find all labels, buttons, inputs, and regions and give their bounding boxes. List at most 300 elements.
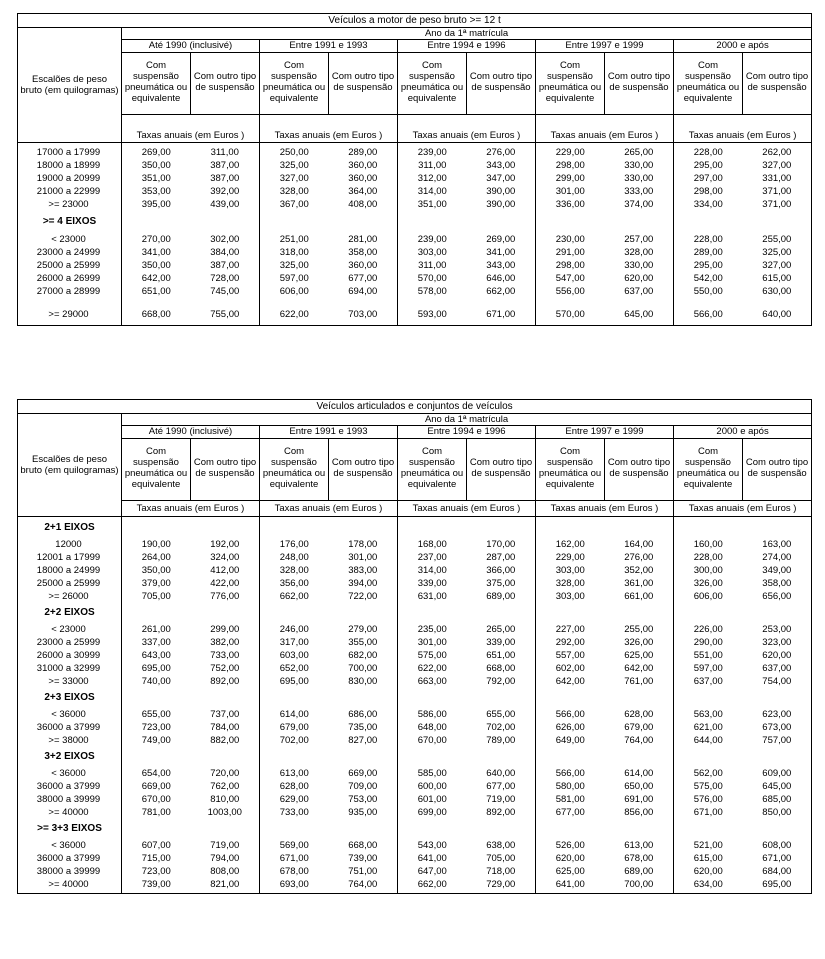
tax-value: 390,00 bbox=[486, 199, 516, 211]
tax-value: 723,00 bbox=[122, 865, 191, 878]
tax-value: 625,00 bbox=[536, 865, 605, 878]
tax-value: 543,00 bbox=[398, 839, 467, 852]
tax-value: 585,00 bbox=[398, 767, 467, 780]
tax-value: 613,00 bbox=[260, 767, 329, 780]
tax-value: 668,00 bbox=[122, 308, 191, 321]
tax-value: 276,00 bbox=[486, 147, 516, 159]
tax-value: 350,00 bbox=[122, 259, 191, 272]
table-row bbox=[18, 636, 812, 649]
tax-value: 723,00 bbox=[122, 721, 191, 734]
other-suspension-header: Com outro tipo de suspensão bbox=[191, 52, 260, 114]
tax-value: 301,00 bbox=[398, 636, 467, 649]
pneumatic-suspension-header: Com suspensão pneumática ou equivalente bbox=[536, 52, 605, 114]
pneumatic-suspension-header: Com suspensão pneumática ou equivalente bbox=[536, 438, 605, 500]
axle-group-heading: 2+2 EIXOS bbox=[18, 603, 122, 623]
tax-value: 526,00 bbox=[536, 839, 605, 852]
weight-bracket-label: 36000 a 37999 bbox=[18, 780, 122, 793]
tax-value: 764,00 bbox=[348, 879, 378, 891]
tax-value: 715,00 bbox=[122, 852, 191, 865]
tax-value: 850,00 bbox=[743, 806, 812, 819]
units-label: Taxas anuais (em Euros ) bbox=[536, 114, 674, 142]
table-row bbox=[18, 590, 812, 603]
tax-value: 575,00 bbox=[674, 780, 743, 793]
weight-bracket-label: 25000 a 25999 bbox=[18, 577, 122, 590]
tax-value: 334,00 bbox=[674, 198, 743, 211]
tax-value: 341,00 bbox=[486, 247, 516, 259]
tax-value: 382,00 bbox=[210, 637, 240, 649]
tax-value: 566,00 bbox=[536, 708, 605, 721]
period-header: Entre 1991 e 1993 bbox=[260, 426, 398, 438]
tax-value: 670,00 bbox=[122, 793, 191, 806]
tax-value: 176,00 bbox=[260, 538, 329, 551]
tax-value: 668,00 bbox=[486, 663, 516, 675]
table-row bbox=[18, 878, 812, 891]
period-header: 2000 e após bbox=[674, 40, 812, 52]
tax-value: 722,00 bbox=[348, 591, 378, 603]
weight-bracket-label: < 23000 bbox=[18, 623, 122, 636]
tax-value: 607,00 bbox=[122, 839, 191, 852]
tax-value: 355,00 bbox=[348, 637, 378, 649]
tax-value: 671,00 bbox=[486, 309, 516, 321]
weight-bracket-label: >= 26000 bbox=[18, 590, 122, 603]
tax-value: 695,00 bbox=[260, 675, 329, 688]
tax-value: 642,00 bbox=[536, 675, 605, 688]
weight-bracket-label: >= 23000 bbox=[18, 198, 122, 211]
tax-value: 615,00 bbox=[674, 852, 743, 865]
tax-value: 669,00 bbox=[122, 780, 191, 793]
tax-value: 686,00 bbox=[348, 709, 378, 721]
tax-value: 228,00 bbox=[674, 551, 743, 564]
pneumatic-suspension-header: Com suspensão pneumática ou equivalente bbox=[260, 438, 329, 500]
tax-value: 729,00 bbox=[486, 879, 516, 891]
tax-value: 622,00 bbox=[398, 662, 467, 675]
tax-value: 270,00 bbox=[122, 233, 191, 246]
tax-value: 347,00 bbox=[486, 173, 516, 185]
tax-value: 606,00 bbox=[674, 590, 743, 603]
tax-value: 597,00 bbox=[674, 662, 743, 675]
tax-value: 350,00 bbox=[122, 564, 191, 577]
tax-value: 301,00 bbox=[348, 552, 378, 564]
tax-value: 343,00 bbox=[486, 160, 516, 172]
tax-value: 821,00 bbox=[210, 879, 240, 891]
tax-value: 265,00 bbox=[486, 624, 516, 636]
weight-bracket-label: 36000 a 37999 bbox=[18, 852, 122, 865]
tax-value: 375,00 bbox=[486, 578, 516, 590]
tax-value: 625,00 bbox=[624, 650, 654, 662]
weight-bracket-label: < 36000 bbox=[18, 708, 122, 721]
weight-bracket-label: 17000 a 17999 bbox=[18, 146, 122, 159]
tax-value: 621,00 bbox=[674, 721, 743, 734]
tax-value: 563,00 bbox=[674, 708, 743, 721]
other-suspension-header: Com outro tipo de suspensão bbox=[467, 52, 536, 114]
tax-value: 620,00 bbox=[624, 273, 654, 285]
table-row bbox=[18, 852, 812, 865]
tax-value: 341,00 bbox=[122, 246, 191, 259]
tax-value: 412,00 bbox=[210, 565, 240, 577]
tax-value: 603,00 bbox=[260, 649, 329, 662]
tax-value: 324,00 bbox=[210, 552, 240, 564]
tax-value: 265,00 bbox=[624, 147, 654, 159]
tax-value: 230,00 bbox=[536, 233, 605, 246]
tax-value: 360,00 bbox=[348, 260, 378, 272]
tax-value: 637,00 bbox=[674, 675, 743, 688]
tax-value: 753,00 bbox=[348, 794, 378, 806]
tax-value: 287,00 bbox=[486, 552, 516, 564]
tax-value: 691,00 bbox=[624, 794, 654, 806]
tax-value: 295,00 bbox=[674, 259, 743, 272]
tax-value: 638,00 bbox=[486, 840, 516, 852]
table-row bbox=[18, 246, 812, 259]
tax-value: 662,00 bbox=[486, 286, 516, 298]
tax-value: 575,00 bbox=[398, 649, 467, 662]
tax-value: 269,00 bbox=[486, 234, 516, 246]
tax-value: 439,00 bbox=[210, 199, 240, 211]
table-title: Veículos articulados e conjuntos de veículos bbox=[18, 400, 812, 414]
tax-value: 689,00 bbox=[624, 866, 654, 878]
weight-bracket-label: 36000 a 37999 bbox=[18, 721, 122, 734]
tax-value: 168,00 bbox=[398, 538, 467, 551]
tax-value: 336,00 bbox=[536, 198, 605, 211]
tax-value: 586,00 bbox=[398, 708, 467, 721]
weight-bracket-label: 26000 a 26999 bbox=[18, 272, 122, 285]
tax-value: 670,00 bbox=[398, 734, 467, 747]
tax-value: 615,00 bbox=[743, 272, 812, 285]
tax-value: 751,00 bbox=[348, 866, 378, 878]
tax-value: 709,00 bbox=[348, 781, 378, 793]
tax-value: 609,00 bbox=[743, 767, 812, 780]
pneumatic-suspension-header: Com suspensão pneumática ou equivalente bbox=[674, 52, 743, 114]
tax-value: 299,00 bbox=[536, 172, 605, 185]
tax-value: 387,00 bbox=[210, 260, 240, 272]
registration-year-header: Ano da 1ª matrícula bbox=[122, 28, 812, 40]
tax-value: 754,00 bbox=[743, 675, 812, 688]
tax-value: 677,00 bbox=[348, 273, 378, 285]
tax-value: 614,00 bbox=[624, 768, 654, 780]
tax-value: 640,00 bbox=[743, 308, 812, 321]
tax-value: 314,00 bbox=[398, 564, 467, 577]
tax-value: 327,00 bbox=[743, 159, 812, 172]
tax-value: 764,00 bbox=[624, 735, 654, 747]
tax-value: 613,00 bbox=[624, 840, 654, 852]
tax-value: 323,00 bbox=[743, 636, 812, 649]
period-header: Entre 1997 e 1999 bbox=[536, 426, 674, 438]
tax-value: 781,00 bbox=[122, 806, 191, 819]
tax-value: 253,00 bbox=[743, 623, 812, 636]
tax-value: 190,00 bbox=[122, 538, 191, 551]
tax-value: 679,00 bbox=[260, 721, 329, 734]
tax-value: 682,00 bbox=[348, 650, 378, 662]
units-label: Taxas anuais (em Euros ) bbox=[260, 114, 398, 142]
tax-value: 339,00 bbox=[398, 577, 467, 590]
tax-value: 343,00 bbox=[486, 260, 516, 272]
weight-bracket-label: 26000 a 30999 bbox=[18, 649, 122, 662]
table-row bbox=[18, 839, 812, 852]
tax-value: 761,00 bbox=[624, 676, 654, 688]
tax-value: 250,00 bbox=[260, 146, 329, 159]
table-row bbox=[18, 623, 812, 636]
tax-value: 192,00 bbox=[210, 539, 240, 551]
motor-vehicles-table bbox=[17, 13, 812, 326]
table-row bbox=[18, 159, 812, 172]
tax-value: 264,00 bbox=[122, 551, 191, 564]
tax-value: 578,00 bbox=[398, 285, 467, 298]
tax-value: 892,00 bbox=[210, 676, 240, 688]
tax-value: 261,00 bbox=[122, 623, 191, 636]
tax-value: 650,00 bbox=[624, 781, 654, 793]
tax-value: 641,00 bbox=[536, 878, 605, 891]
tax-value: 662,00 bbox=[260, 590, 329, 603]
tax-value: 661,00 bbox=[624, 591, 654, 603]
table-row bbox=[18, 172, 812, 185]
tax-value: 298,00 bbox=[674, 185, 743, 198]
tax-value: 776,00 bbox=[210, 591, 240, 603]
other-suspension-header: Com outro tipo de suspensão bbox=[191, 438, 260, 500]
tax-value: 566,00 bbox=[536, 767, 605, 780]
tax-value: 229,00 bbox=[536, 146, 605, 159]
tax-value: 360,00 bbox=[348, 160, 378, 172]
tax-value: 330,00 bbox=[624, 260, 654, 272]
tax-value: 328,00 bbox=[624, 247, 654, 259]
tax-value: 740,00 bbox=[122, 675, 191, 688]
tax-value: 755,00 bbox=[210, 309, 240, 321]
tax-value: 353,00 bbox=[122, 185, 191, 198]
tax-value: 289,00 bbox=[348, 147, 378, 159]
table-row bbox=[18, 767, 812, 780]
articulated-vehicles-table bbox=[17, 399, 812, 894]
units-label: Taxas anuais (em Euros ) bbox=[122, 114, 260, 142]
tax-value: 229,00 bbox=[536, 551, 605, 564]
tax-value: 794,00 bbox=[210, 853, 240, 865]
table-row bbox=[18, 551, 812, 564]
tax-value: 614,00 bbox=[260, 708, 329, 721]
period-header: Até 1990 (inclusivé) bbox=[122, 40, 260, 52]
tax-value: 269,00 bbox=[122, 146, 191, 159]
tax-value: 762,00 bbox=[210, 781, 240, 793]
tax-value: 733,00 bbox=[260, 806, 329, 819]
tax-value: 311,00 bbox=[398, 259, 467, 272]
tax-value: 597,00 bbox=[260, 272, 329, 285]
tax-value: 367,00 bbox=[260, 198, 329, 211]
tax-value: 556,00 bbox=[536, 285, 605, 298]
tax-value: 678,00 bbox=[624, 853, 654, 865]
tax-value: 671,00 bbox=[260, 852, 329, 865]
tax-value: 719,00 bbox=[486, 794, 516, 806]
tax-value: 350,00 bbox=[122, 159, 191, 172]
tax-value: 325,00 bbox=[260, 159, 329, 172]
tax-value: 328,00 bbox=[536, 577, 605, 590]
weight-bracket-label: 19000 a 20999 bbox=[18, 172, 122, 185]
tax-value: 703,00 bbox=[348, 309, 378, 321]
tax-value: 408,00 bbox=[348, 199, 378, 211]
registration-year-header: Ano da 1ª matrícula bbox=[122, 414, 812, 426]
tax-value: 333,00 bbox=[624, 186, 654, 198]
table-row bbox=[18, 185, 812, 198]
tax-value: 551,00 bbox=[674, 649, 743, 662]
tax-value: 562,00 bbox=[674, 767, 743, 780]
tax-value: 289,00 bbox=[674, 246, 743, 259]
tax-value: 297,00 bbox=[674, 172, 743, 185]
tax-value: 274,00 bbox=[743, 551, 812, 564]
weight-bracket-label: < 36000 bbox=[18, 767, 122, 780]
units-label: Taxas anuais (em Euros ) bbox=[536, 500, 674, 516]
units-label: Taxas anuais (em Euros ) bbox=[398, 114, 536, 142]
tax-value: 693,00 bbox=[260, 878, 329, 891]
tax-value: 295,00 bbox=[674, 159, 743, 172]
weight-bracket-label: 18000 a 24999 bbox=[18, 564, 122, 577]
tax-value: 392,00 bbox=[210, 186, 240, 198]
tax-value: 349,00 bbox=[743, 564, 812, 577]
tax-value: 291,00 bbox=[536, 246, 605, 259]
tax-value: 634,00 bbox=[674, 878, 743, 891]
tax-value: 227,00 bbox=[536, 623, 605, 636]
tax-value: 645,00 bbox=[624, 309, 654, 321]
tax-value: 810,00 bbox=[210, 794, 240, 806]
tax-value: 637,00 bbox=[743, 662, 812, 675]
units-label: Taxas anuais (em Euros ) bbox=[674, 114, 812, 142]
table-row bbox=[18, 734, 812, 747]
pneumatic-suspension-header: Com suspensão pneumática ou equivalente bbox=[260, 52, 329, 114]
tax-value: 358,00 bbox=[743, 577, 812, 590]
tax-value: 178,00 bbox=[348, 539, 378, 551]
tax-value: 262,00 bbox=[743, 146, 812, 159]
table-row bbox=[18, 577, 812, 590]
tax-value: 312,00 bbox=[398, 172, 467, 185]
tax-value: 387,00 bbox=[210, 160, 240, 172]
tax-value: 637,00 bbox=[624, 286, 654, 298]
tax-value: 557,00 bbox=[536, 649, 605, 662]
tax-value: 757,00 bbox=[743, 734, 812, 747]
tax-value: 745,00 bbox=[210, 286, 240, 298]
weight-bracket-label: >= 40000 bbox=[18, 878, 122, 891]
tax-value: 626,00 bbox=[536, 721, 605, 734]
weight-bracket-label: < 36000 bbox=[18, 839, 122, 852]
tax-value: 356,00 bbox=[260, 577, 329, 590]
tax-value: 326,00 bbox=[674, 577, 743, 590]
weight-bracket-header: Escalões de peso bruto (em quilogramas) bbox=[18, 28, 122, 143]
tax-value: 276,00 bbox=[624, 552, 654, 564]
tax-value: 728,00 bbox=[210, 273, 240, 285]
tax-value: 364,00 bbox=[348, 186, 378, 198]
tax-value: 299,00 bbox=[210, 624, 240, 636]
tax-value: 643,00 bbox=[122, 649, 191, 662]
table-row bbox=[18, 285, 812, 298]
tax-value: 702,00 bbox=[486, 722, 516, 734]
weight-bracket-label: 23000 a 24999 bbox=[18, 246, 122, 259]
tax-value: 606,00 bbox=[260, 285, 329, 298]
weight-bracket-label: >= 29000 bbox=[18, 308, 122, 321]
tax-value: 646,00 bbox=[486, 273, 516, 285]
tax-value: 651,00 bbox=[486, 650, 516, 662]
tax-value: 303,00 bbox=[536, 590, 605, 603]
tax-value: 733,00 bbox=[210, 650, 240, 662]
table-row bbox=[18, 538, 812, 551]
tax-value: 601,00 bbox=[398, 793, 467, 806]
tax-value: 328,00 bbox=[260, 564, 329, 577]
axle-group-heading: >= 4 EIXOS bbox=[18, 211, 122, 233]
pneumatic-suspension-header: Com suspensão pneumática ou equivalente bbox=[398, 438, 467, 500]
table-row bbox=[18, 649, 812, 662]
other-suspension-header: Com outro tipo de suspensão bbox=[605, 52, 674, 114]
tax-value: 570,00 bbox=[536, 308, 605, 321]
tax-value: 387,00 bbox=[210, 173, 240, 185]
period-header: Entre 1994 e 1996 bbox=[398, 40, 536, 52]
tax-value: 379,00 bbox=[122, 577, 191, 590]
table-title: Veículos a motor de peso bruto >= 12 t bbox=[18, 14, 812, 28]
tax-value: 654,00 bbox=[122, 767, 191, 780]
table-row bbox=[18, 721, 812, 734]
other-suspension-header: Com outro tipo de suspensão bbox=[467, 438, 536, 500]
tax-value: 330,00 bbox=[624, 173, 654, 185]
tax-value: 655,00 bbox=[122, 708, 191, 721]
tax-value: 394,00 bbox=[348, 578, 378, 590]
tax-value: 580,00 bbox=[536, 780, 605, 793]
tax-value: 570,00 bbox=[398, 272, 467, 285]
tax-value: 718,00 bbox=[486, 866, 516, 878]
table-row bbox=[18, 662, 812, 675]
tax-value: 678,00 bbox=[260, 865, 329, 878]
pneumatic-suspension-header: Com suspensão pneumática ou equivalente bbox=[122, 52, 191, 114]
tax-value: 303,00 bbox=[398, 246, 467, 259]
tax-value: 622,00 bbox=[260, 308, 329, 321]
tax-value: 695,00 bbox=[122, 662, 191, 675]
tax-value: 569,00 bbox=[260, 839, 329, 852]
other-suspension-header: Com outro tipo de suspensão bbox=[329, 52, 398, 114]
tax-value: 339,00 bbox=[486, 637, 516, 649]
units-label: Taxas anuais (em Euros ) bbox=[674, 500, 812, 516]
tax-value: 246,00 bbox=[260, 623, 329, 636]
tax-value: 593,00 bbox=[398, 308, 467, 321]
units-label: Taxas anuais (em Euros ) bbox=[260, 500, 398, 516]
tax-value: 784,00 bbox=[210, 722, 240, 734]
tax-value: 395,00 bbox=[122, 198, 191, 211]
weight-bracket-label: < 23000 bbox=[18, 233, 122, 246]
tax-value: 292,00 bbox=[536, 636, 605, 649]
tax-value: 255,00 bbox=[624, 624, 654, 636]
tax-value: 671,00 bbox=[674, 806, 743, 819]
tax-value: 671,00 bbox=[743, 852, 812, 865]
tax-value: 361,00 bbox=[624, 578, 654, 590]
tax-value: 652,00 bbox=[260, 662, 329, 675]
tax-value: 326,00 bbox=[624, 637, 654, 649]
table-row bbox=[18, 308, 812, 321]
tax-value: 749,00 bbox=[122, 734, 191, 747]
tax-value: 352,00 bbox=[624, 565, 654, 577]
weight-bracket-label: 12001 a 17999 bbox=[18, 551, 122, 564]
tax-value: 301,00 bbox=[536, 185, 605, 198]
weight-bracket-label: >= 33000 bbox=[18, 675, 122, 688]
tax-value: 628,00 bbox=[260, 780, 329, 793]
tax-value: 600,00 bbox=[398, 780, 467, 793]
tax-value: 239,00 bbox=[398, 233, 467, 246]
table-row bbox=[18, 675, 812, 688]
tax-value: 641,00 bbox=[398, 852, 467, 865]
tax-value: 720,00 bbox=[210, 768, 240, 780]
tax-value: 325,00 bbox=[743, 246, 812, 259]
tax-value: 374,00 bbox=[624, 199, 654, 211]
table-row bbox=[18, 708, 812, 721]
tax-value: 608,00 bbox=[743, 839, 812, 852]
tax-value: 694,00 bbox=[348, 286, 378, 298]
tax-value: 311,00 bbox=[398, 159, 467, 172]
tax-value: 331,00 bbox=[743, 172, 812, 185]
period-header: Até 1990 (inclusivé) bbox=[122, 426, 260, 438]
tax-value: 298,00 bbox=[536, 159, 605, 172]
other-suspension-header: Com outro tipo de suspensão bbox=[329, 438, 398, 500]
pneumatic-suspension-header: Com suspensão pneumática ou equivalente bbox=[398, 52, 467, 114]
tax-value: 384,00 bbox=[210, 247, 240, 259]
tax-value: 699,00 bbox=[398, 806, 467, 819]
axle-group-heading: 2+1 EIXOS bbox=[18, 518, 122, 538]
